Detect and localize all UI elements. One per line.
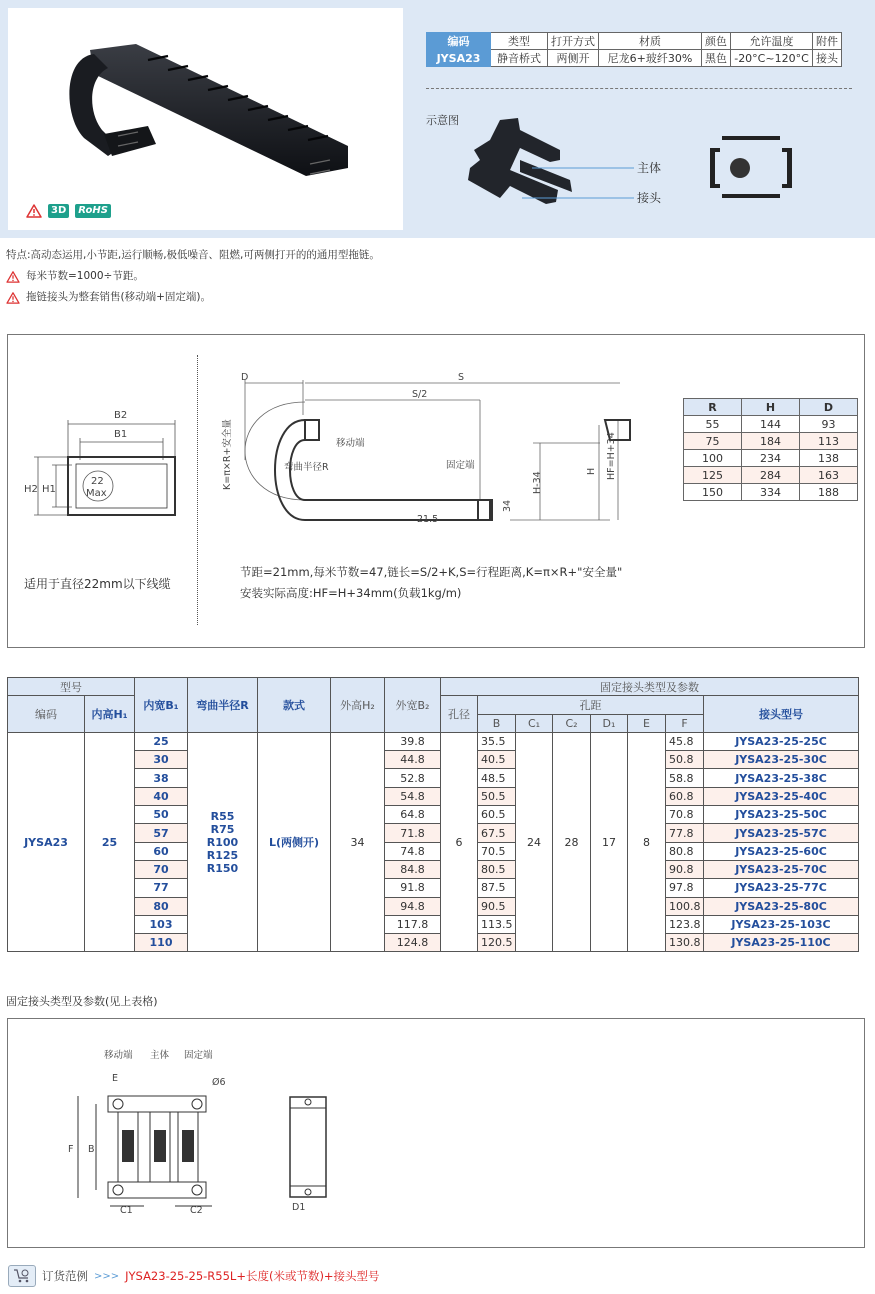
rhd-row	[684, 484, 858, 501]
spec-header-code: 编码	[427, 33, 491, 50]
table-row	[8, 806, 859, 824]
header-c2: C₂	[553, 714, 591, 732]
feature-text: 特点:高动态运用,小节距,运行顺畅,极低噪音、阻燃,可两侧打开的的通用型拖链。	[6, 249, 380, 261]
feature-warning-1	[6, 266, 380, 287]
rhd-cell: 93	[800, 416, 858, 433]
features-block	[6, 245, 380, 308]
rhd-cell: 188	[800, 484, 858, 501]
rhd-cell: 334	[742, 484, 800, 501]
cell-d1: 17	[591, 732, 628, 952]
label-moving-end: 移动端	[336, 438, 365, 449]
order-example	[8, 1265, 380, 1287]
label-body: 主体	[150, 1050, 170, 1061]
cell-inner-width: 25	[135, 732, 188, 750]
cell-inner-width: 57	[135, 824, 188, 842]
cell-outer-width: 117.8	[385, 915, 441, 933]
cell-f: 100.8	[666, 897, 704, 915]
cell-joint-model: JYSA23-25-38C	[704, 769, 859, 787]
label-f: F	[68, 1144, 74, 1155]
cell-outer-width: 39.8	[385, 732, 441, 750]
warning-triangle-icon	[26, 204, 42, 218]
label-bend-radius: 弯曲半径R	[284, 462, 329, 473]
cell-f: 50.8	[666, 751, 704, 769]
table-row	[8, 787, 859, 805]
spec-value-accessory: 接头	[813, 50, 842, 67]
label-s: S	[458, 372, 465, 383]
table-row	[8, 842, 859, 860]
cell-b: 80.5	[478, 860, 516, 878]
label-h2: H2	[24, 484, 38, 495]
cell-f: 60.8	[666, 787, 704, 805]
table-row	[8, 860, 859, 878]
cell-inner-width: 110	[135, 934, 188, 952]
rhd-cell: 284	[742, 467, 800, 484]
spec-table-header	[427, 33, 842, 50]
cell-joint-model: JYSA23-25-25C	[704, 732, 859, 750]
header-e: E	[628, 714, 666, 732]
spec-value-temp: -20°C~120°C	[731, 50, 813, 67]
side-view-diagram	[210, 370, 680, 530]
cell-inner-width: 77	[135, 879, 188, 897]
drag-chain-product-image	[8, 8, 403, 208]
cell-b: 50.5	[478, 787, 516, 805]
bend-radius-option: R75	[210, 822, 235, 836]
rhd-header-d: D	[800, 399, 858, 416]
cell-joint-model: JYSA23-25-70C	[704, 860, 859, 878]
spec-header-type: 类型	[491, 33, 548, 50]
cell-inner-width: 80	[135, 897, 188, 915]
order-code: JYSA23-25-25-R55L+长度(米或节数)+接头型号	[125, 1269, 380, 1283]
header-pitch: 孔距	[478, 696, 704, 714]
rhd-cell: 138	[800, 450, 858, 467]
schematic-title: 示意图	[426, 114, 459, 127]
rhd-cell: 55	[684, 416, 742, 433]
cross-section-diagram	[20, 400, 190, 520]
joint-3d-image	[468, 118, 572, 204]
table-row	[8, 915, 859, 933]
rhd-row	[684, 450, 858, 467]
label-h-34: H-34	[532, 471, 543, 494]
pitch-note-2: 安装实际高度:HF=H+34mm(负载1kg/m)	[240, 586, 462, 600]
spec-value-code: JYSA23	[427, 50, 491, 67]
warning-triangle-icon	[6, 271, 20, 283]
cell-f: 80.8	[666, 842, 704, 860]
cell-f: 130.8	[666, 934, 704, 952]
label-fixed-end: 固定端	[446, 460, 475, 471]
rhd-cell: 163	[800, 467, 858, 484]
label-k: K=π×R+安全量	[222, 419, 233, 490]
label-c1: C1	[120, 1205, 133, 1216]
spec-header-temp: 允许温度	[731, 33, 813, 50]
cell-b: 48.5	[478, 769, 516, 787]
pitch-notes	[240, 562, 622, 604]
cell-code: JYSA23	[8, 732, 85, 952]
header-outer-height: 外高H₂	[331, 678, 385, 733]
cell-f: 45.8	[666, 732, 704, 750]
warning-triangle-icon	[6, 292, 20, 304]
cell-f: 123.8	[666, 915, 704, 933]
cell-b: 120.5	[478, 934, 516, 952]
cell-joint-model: JYSA23-25-40C	[704, 787, 859, 805]
label-fixed: 固定端	[184, 1050, 213, 1061]
rhd-row	[684, 467, 858, 484]
order-label: 订货范例	[42, 1269, 88, 1283]
rhd-row	[684, 433, 858, 450]
label-h1: H1	[42, 484, 56, 495]
cell-joint-model: JYSA23-25-103C	[704, 915, 859, 933]
feature-warning-2	[6, 287, 380, 308]
rhd-header-r: R	[684, 399, 742, 416]
label-b1: B1	[114, 429, 128, 440]
spec-header-accessory: 附件	[813, 33, 842, 50]
rhd-cell: 125	[684, 467, 742, 484]
product-badges	[26, 204, 111, 218]
table-row	[8, 897, 859, 915]
label-hf: HF=H+34	[606, 432, 617, 480]
label-body: 主体	[637, 161, 662, 175]
cell-inner-width: 30	[135, 751, 188, 769]
cell-b: 67.5	[478, 824, 516, 842]
cell-joint-model: JYSA23-25-30C	[704, 751, 859, 769]
header-c1: C₁	[516, 714, 553, 732]
header-hole: 孔径	[441, 696, 478, 733]
spec-table-values	[427, 50, 842, 67]
label-b2: B2	[114, 410, 128, 421]
label-moving: 移动端	[104, 1050, 133, 1061]
order-arrow-icon: >>>	[94, 1270, 120, 1282]
fixed-joint-diagram	[60, 1040, 350, 1220]
table-row	[8, 934, 859, 952]
rhd-cell: 184	[742, 433, 800, 450]
diagram-divider	[197, 355, 198, 625]
cell-inner-width: 103	[135, 915, 188, 933]
warning-text-2: 拖链接头为整套销售(移动端+固定端)。	[26, 291, 211, 303]
divider	[426, 88, 852, 89]
product-image-card	[8, 8, 403, 230]
cell-b: 90.5	[478, 897, 516, 915]
rhd-cell: 100	[684, 450, 742, 467]
cell-inner-width: 60	[135, 842, 188, 860]
header-d1: D₁	[591, 714, 628, 732]
warning-text-1: 每米节数=1000÷节距。	[26, 270, 144, 282]
label-22: 22	[91, 476, 104, 487]
spec-value-open: 两侧开	[548, 50, 599, 67]
cell-joint-model: JYSA23-25-77C	[704, 879, 859, 897]
header-outer-width: 外宽B₂	[385, 678, 441, 733]
cell-f: 70.8	[666, 806, 704, 824]
cell-f: 77.8	[666, 824, 704, 842]
spec-table	[426, 32, 842, 67]
cell-outer-width: 91.8	[385, 879, 441, 897]
cell-c1: 24	[516, 732, 553, 952]
cell-inner-width: 50	[135, 806, 188, 824]
bend-radius-option: R55	[210, 809, 235, 823]
fixed-joint-title: 固定接头类型及参数(见上表格)	[6, 995, 158, 1008]
pitch-note-1: 节距=21mm,每米节数=47,链长=S/2+K,S=行程距离,K=π×R+"安全量"	[240, 565, 623, 579]
table-row	[8, 879, 859, 897]
label-d1: D1	[292, 1202, 306, 1213]
schematic-illustration	[460, 110, 860, 210]
cell-outer-width: 64.8	[385, 806, 441, 824]
chain-cross-section-icon	[710, 136, 792, 198]
rhd-cell: 113	[800, 433, 858, 450]
header-inner-width: 内宽B₁	[135, 678, 188, 733]
cell-outer-width: 94.8	[385, 897, 441, 915]
cell-joint-model: JYSA23-25-60C	[704, 842, 859, 860]
header-fixed-joint: 固定接头类型及参数	[441, 678, 859, 696]
cell-b: 113.5	[478, 915, 516, 933]
cell-inner-width: 38	[135, 769, 188, 787]
cell-hole: 6	[441, 732, 478, 952]
cell-b: 87.5	[478, 879, 516, 897]
cell-outer-height: 34	[331, 732, 385, 952]
cell-outer-width: 54.8	[385, 787, 441, 805]
rhd-cell: 150	[684, 484, 742, 501]
header-f: F	[666, 714, 704, 732]
badge-rohs: RoHS	[75, 204, 111, 218]
cell-joint-model: JYSA23-25-50C	[704, 806, 859, 824]
label-34: 34	[502, 499, 513, 512]
table-row	[8, 732, 859, 750]
cell-outer-width: 52.8	[385, 769, 441, 787]
cell-outer-width: 44.8	[385, 751, 441, 769]
spec-value-material: 尼龙6+玻纤30%	[599, 50, 702, 67]
cell-b: 40.5	[478, 751, 516, 769]
cell-joint-model: JYSA23-25-80C	[704, 897, 859, 915]
label-s2: S/2	[412, 389, 428, 400]
label-pitch: 21.5	[417, 514, 439, 525]
rhd-cell: 75	[684, 433, 742, 450]
cell-outer-width: 124.8	[385, 934, 441, 952]
label-h: H	[586, 467, 597, 475]
label-b: B	[88, 1144, 95, 1155]
bend-radius-option: R150	[206, 861, 239, 875]
label-d: D	[241, 372, 249, 383]
header-joint-model: 接头型号	[704, 696, 859, 733]
cell-f: 90.8	[666, 860, 704, 878]
table-row	[8, 769, 859, 787]
cell-outer-width: 84.8	[385, 860, 441, 878]
label-c2: C2	[190, 1205, 203, 1216]
rhd-cell: 234	[742, 450, 800, 467]
cell-b: 70.5	[478, 842, 516, 860]
header-b: B	[478, 714, 516, 732]
cell-joint-model: JYSA23-25-57C	[704, 824, 859, 842]
cell-f: 97.8	[666, 879, 704, 897]
cell-inner-width: 70	[135, 860, 188, 878]
header-inner-height: 内高H₁	[85, 696, 135, 733]
label-e: E	[112, 1073, 119, 1084]
rhd-cell: 144	[742, 416, 800, 433]
cell-outer-width: 74.8	[385, 842, 441, 860]
table-row	[8, 751, 859, 769]
cart-icon[interactable]	[8, 1265, 36, 1287]
cell-b: 60.5	[478, 806, 516, 824]
header-style: 款式	[258, 678, 331, 733]
cell-inner-width: 40	[135, 787, 188, 805]
label-joint: 接头	[637, 191, 662, 205]
spec-value-type: 静音桥式	[491, 50, 548, 67]
cell-c2: 28	[553, 732, 591, 952]
rhd-header-h: H	[742, 399, 800, 416]
header-model: 型号	[8, 678, 135, 696]
label-phi: Ø6	[212, 1077, 226, 1088]
header-code: 编码	[8, 696, 85, 733]
spec-value-color: 黑色	[702, 50, 731, 67]
spec-header-color: 颜色	[702, 33, 731, 50]
cell-style: L(两侧开)	[258, 732, 331, 952]
label-max: Max	[86, 488, 107, 499]
model-spec-table	[7, 677, 859, 952]
bend-radius-option: R100	[206, 835, 239, 849]
radius-height-table	[683, 398, 858, 501]
table-row	[8, 824, 859, 842]
cell-joint-model: JYSA23-25-110C	[704, 934, 859, 952]
bend-radius-option: R125	[206, 848, 239, 862]
cell-f: 58.8	[666, 769, 704, 787]
spec-header-open: 打开方式	[548, 33, 599, 50]
badge-3d[interactable]: 3D	[48, 204, 69, 218]
spec-header-material: 材质	[599, 33, 702, 50]
cell-b: 35.5	[478, 732, 516, 750]
rhd-row	[684, 416, 858, 433]
header-bend-radius: 弯曲半径R	[188, 678, 258, 733]
cable-note: 适用于直径22mm以下线缆	[24, 577, 171, 591]
cell-bend-radius	[188, 732, 258, 952]
cell-outer-width: 71.8	[385, 824, 441, 842]
cell-inner-height: 25	[85, 732, 135, 952]
cell-e: 8	[628, 732, 666, 952]
